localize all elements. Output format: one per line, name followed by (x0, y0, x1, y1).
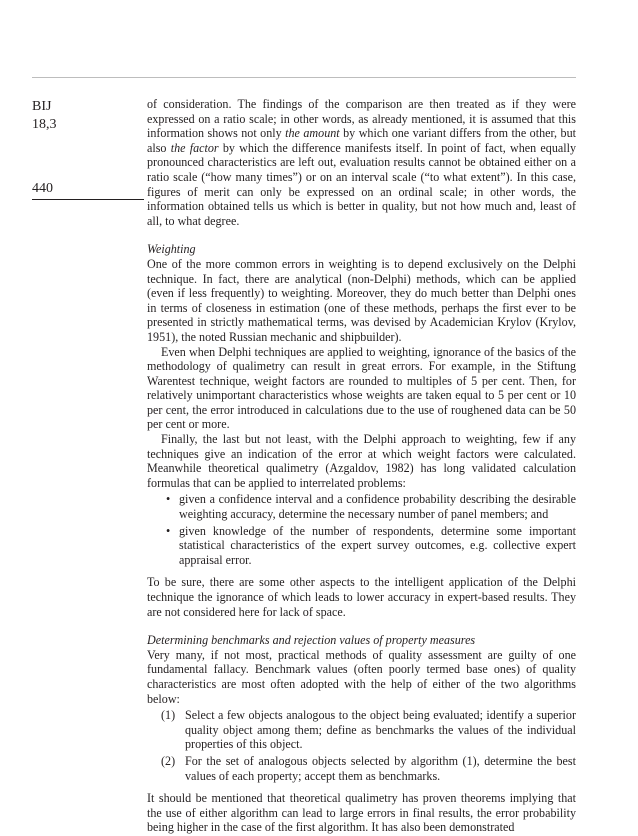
weighting-paragraph-2: Even when Delphi techniques are applied to weighting, ignorance of the basics of the methodology of qualimetry can result in great errors. For example, in the Stiftung Warentest technique, weight factors are rounded to multiples of 5 per cent. Then, for relatively unimportant characteristics whose weights are taken equal to 5 per cent or 10 per cent, the error introduced in calculations due to the use of roughened data can be 50 per cent or more. (147, 344, 576, 432)
journal-volume: 18,3 (32, 117, 57, 132)
bullet-icon: • (166, 523, 171, 538)
emphasis-factor: the factor (170, 140, 219, 155)
paragraph-continued: of consideration. The findings of the comparison are then treated as if they were expressed on a ratio scale; in other words, as already mentioned, it is assumed that this information shows not only the amount by which one variant differs from the other, but also the factor by which the difference manifests itself. In point of fact, when equally pronounced characteristics are left out, evaluation results cannot be obtained either on a ratio scale (“how many times”) or on an interval scale (“to what extent”). In this case, figures of merit can only be expressed on an ordinal scale; in other words, the information obtained tells us which is better in quality, but not how much and, least of all, to what degree. (147, 97, 577, 228)
benchmarks-paragraph-1: Very many, if not most, practical methods of quality assessment are guilty of one fundamental fallacy. Benchmark values (often poorly termed base ones) of quality characteristics are most often adopted with the help of either of the two algorithms below: (147, 647, 576, 706)
weighting-paragraph-4: To be sure, there are some other aspects to the intelligent application of the Delphi technique the ignorance of which leads to lower accuracy in expert-based results. They are not considered here for lack of space. (147, 575, 576, 619)
journal-name: BIJ (32, 99, 52, 114)
list-item: (1) Select a few objects analogous to the object being evaluated; identify a superior quality object among them; define as benchmarks the values of the individual properties of this object. (161, 708, 576, 752)
emphasis-amount: the amount (285, 126, 340, 141)
section-heading-benchmarks: Determining benchmarks and rejection values of property measures (147, 633, 476, 648)
list-number: (2) (161, 753, 176, 768)
page-number: 440 (32, 181, 53, 196)
numbered-list (147, 708, 576, 783)
list-item: • given knowledge of the number of respondents, determine some important statistical characteristics of the expert survey outcomes, e.g. collective expert appraisal error. (166, 523, 576, 567)
journal-sidebar (32, 98, 144, 134)
list-item: • given a confidence interval and a confidence probability describing the desirable weighting accuracy, determine the necessary number of panel members; and (166, 492, 576, 522)
bullet-list (147, 492, 576, 567)
benchmarks-paragraph-2: It should be mentioned that theoretical qualimetry has proven theorems implying that the use of either algorithm can lead to large errors in final results, the error probability being higher in the case of the first algorithm. It has also been demonstrated (147, 791, 576, 835)
weighting-paragraph-1: One of the more common errors in weighting is to depend exclusively on the Delphi technique. In fact, there are analytical (non-Delphi) methods, which can be applied (even if less frequently) to weighting. Moreover, they do much better than Delphi ones in terms of closeness in estimation (one of these methods, perhaps the first ever to be presented in strictly mathematical terms, was devised by Academician Krylov (Krylov, 1951), the noted Russian mechanic and shipbuilder). (147, 256, 576, 344)
page-number-rule (32, 199, 144, 200)
weighting-paragraph-3: Finally, the last but not least, with the Delphi approach to weighting, few if any techniques give an indication of the error at which weight factors were calculated. Meanwhile theoretical qualimetry (Azgaldov, 1982) has long validated calculation formulas that can be applied to interrelated problems: (147, 432, 576, 490)
list-item: (2) For the set of analogous objects selected by algorithm (1), determine the best values of each property; accept them as benchmarks. (161, 753, 576, 783)
header-rule (32, 77, 576, 78)
list-number: (1) (161, 708, 176, 723)
section-heading-weighting: Weighting (147, 242, 196, 257)
article-body (147, 97, 576, 835)
bullet-icon: • (166, 492, 171, 507)
